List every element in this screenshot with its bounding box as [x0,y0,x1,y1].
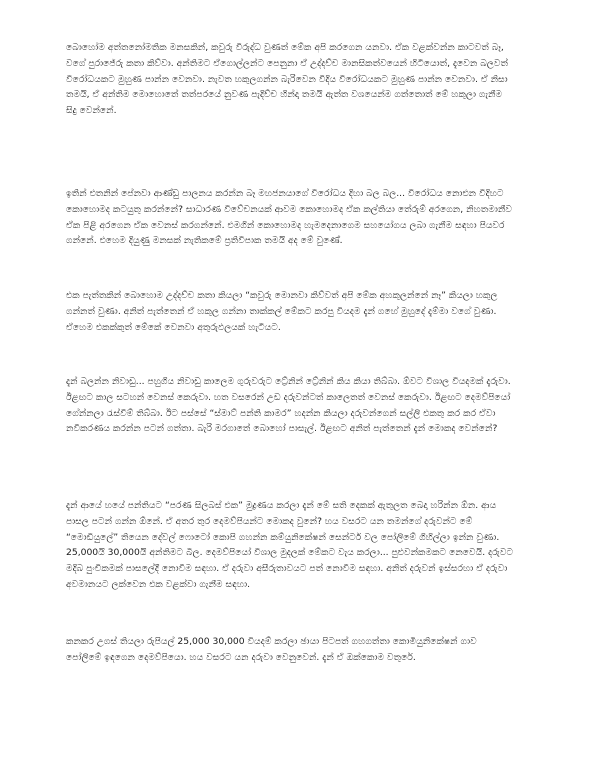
paragraph-6: කනකර උගස් තියලා රුපියල් 25,000 30,000 වියදම් කරලා ඡායා පිටපත් ගහගත්තා කොමියුනිකේෂන් ගාව පෝලිමේ ඉඳගෙන දෙමව්පියො. හය වසරට යන දරුවා වෙනුවෙන්. දැන් ඒ ඔක්කොම වතුරේ. [66,636,477,663]
paragraph-3: එක පැත්තකින් බොහොම උද්දච්ච කතා කියලා “කවුරු මොනවා කිව්වත් අපි මේක අහකුලන්නේ නෑ” කියලා හකුල ගන්නත් වුණා. අනිත් පැත්තෙන් ඒ හකුල ගන්නා තාක්කල් මේකට කරපු වියදම දැන් ගහේ මුහුදේ දැම්මා වගේ වුණා. ඒහෙම එකක්කුත් මේකේ වෙනවා අතුරුඵලයක් හැටියට. [66,290,498,333]
paragraph-2: ඉතින් එතනින් පේනවා ආණ්ඩු පාලනය කරන්න බෑ මහජනයාගේ විරෝධය දිහා බල බල... විරෝධය නොඑන විදිහට කොහොමද කටයුතු කරන්නේ? සාධාරණ විවේචනයක් ආවම කොහොමද ඒක කල්තියා තේරුම් අරගෙන, නිහතමානීව ඒක පිළි අරගෙන ඒක වෙනස් කරගන්නේ. එමගින් කොහොමද හැමදෙනාගෙම සහයෝගය ලබා ගැනීම සඳහා පියවර ගන්නේ. එහෙම දියුණු මනසක් නැතිකමේ ප්‍රතිවිපාක තමයි අද මේ වුණේ. [66,188,512,247]
paragraph-4: දැන් බලන්න නිවාඩු... පහුගිය නිවාඩු කාලෙම ගුරුවරුට ට්‍රේනින් ට්‍රේනින් කිය කියා තිබ්බා. ඕවට විශාල වියදමක් දැරුවා. ඊළඟට කාල සටහන් වෙනස් කෙරුවා. හත වසරෙන් උඩ දරුවන්ටත් කාලෙතත් වෙනස් කෙරුවා. ඊළඟට දෙමව්පියෝ ගේන්නලා රැස්වීම් තිබ්බා. ඊට පස්සේ “ස්මාට් පන්ති කාමර” හදන්න කියලා දරුවන්ගෙන් සල්ලි එකතු කර කර ඒවා නවීකරණය කරන්න පටන් ගත්තා. බැරි මරගාතේ බොහෝ පාසැල්. ඊළඟට අනිත් පැත්තෙන් දැන් මොකද වෙන්නේ? [66,376,511,435]
paragraph-1: බොහෝම අත්තනෝමතික මනසකින්, කවුරු විරුද්ධ වුණත් මේක අපි කරගෙන යනවා. ඒක වළක්වන්න කාටවත් බෑ, වගේ පුරාජේරු කතා කිව්වා. අන්තිමට ඒගොල්ලන්ට පෙනුනා ඒ උද්දච්ච මානසිකත්වයෙන් හිටියොත්, දැවෙන බලවත් විරෝධයකට මුහුණ පාන්න වෙනවා. නැවත හකුලගන්න බැරිවෙන විදිය විරෝධයකට මුහුණ පාන්න වෙනවා. ඒ නිසා තමයි, ඒ අන්තිම මොහොතේ තත්පරයේ නුවණ පැදිච්ච හින්දා තමයි ඇත්ත වශයෙන්ම ගත්තොත් මේ හකුලා ගැනීම සිදු වෙන්නේ. [66,42,508,117]
paragraph-5: දැන් ආයේ හයේ පන්තියට “පරණ සිලබස් එක” මුද්‍රණය කරලා දැන් මේ සති දෙකක් ඇතුලත බෙදා හරින්න ඕන. ආය පාසල පටන් ගන්න ඕනේ. ඒ අතර තුර දෙමව්පියන්ට මොකද වුනේ? හය වසරට යන තමන්ගේ දරුවන්ට මේ “මොඩියුලේ” තියෙන දේවල් ෆොටෝ කොපි ගහන්න කම්යුනිකේෂන් සෙන්ටර් වල පෝලිමේ ගිහිල්ලා ඉන්න වුණා. 25,000යි 30,000යි අන්තිමට බිල. දෙමව්පියෝ විශාල මුදලක් මේකට වැය කරලා... පුළුවන්කමකට නෙවෙයි. දරුවට මදිබ පුංචිකමක් පාසලේදී නොවීම සඳහා. ඒ දරුවා අසීරුතාවයට පත් නොවීම සඳහා. අනිත් දරුවන් ඉස්සරහා ඒ දරුවා අවමානයට ලක්වෙන එක වළක්වා ගැනීම සඳහා. [66,500,514,590]
